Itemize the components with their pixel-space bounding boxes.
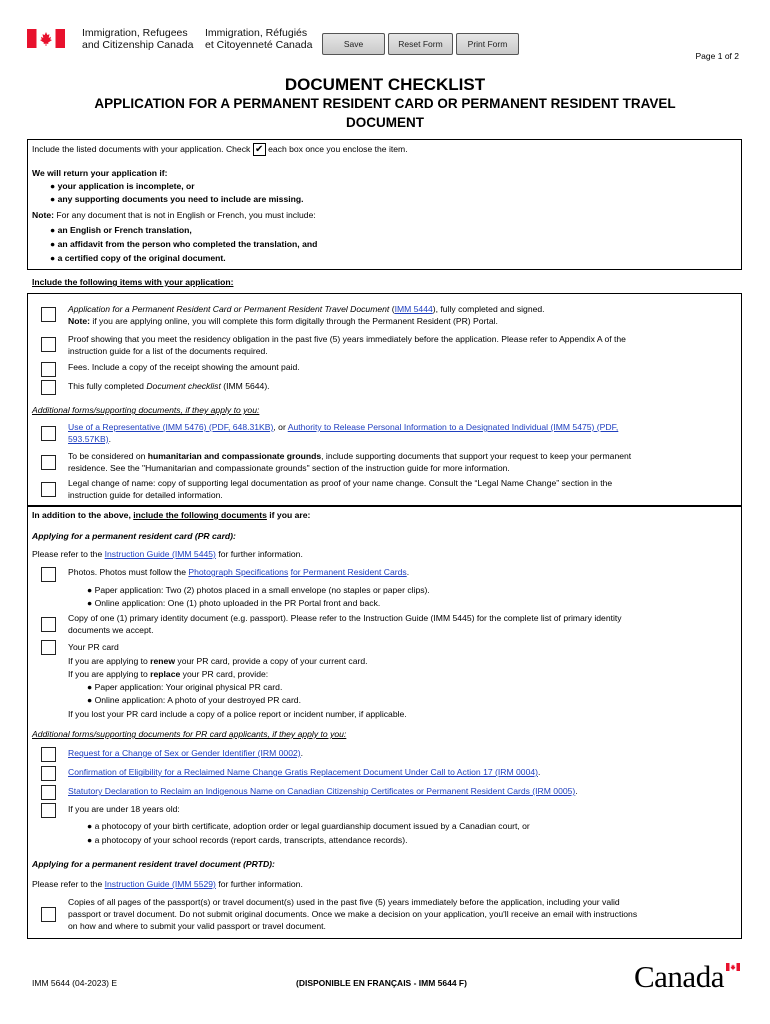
item2-line2: instruction guide for a list of the documents required.	[68, 346, 268, 356]
add1-or: , or	[273, 422, 288, 432]
canada-flag-icon	[27, 29, 65, 48]
note-item-text: a certified copy of the original document.	[57, 253, 226, 263]
reset-form-button[interactable]: Reset Form	[388, 33, 453, 55]
lost-line: If you lost your PR card include a copy of a police report or incident number, if applicable.	[68, 709, 407, 719]
check-icon: ✔	[253, 143, 266, 156]
s2-heading-b: if you are:	[266, 510, 311, 520]
s2-heading-a: In addition to the above,	[32, 510, 134, 520]
section1-heading: Include the following items with your application:	[32, 277, 234, 287]
photos-a: Photos. Photos must follow the	[68, 567, 189, 577]
photo-bullet: ● Paper application: Two (2) photos placed in a small envelope (no staples or paper clips).	[87, 585, 430, 595]
item1-rest: ), fully completed and signed.	[432, 304, 545, 314]
add2-a: To be considered on	[68, 451, 148, 461]
add1-line2	[68, 433, 111, 446]
return-item: ● any supporting documents you need to include are missing.	[50, 194, 304, 204]
add2-line2: residence. See the "Humanitarian and compassionate grounds" section of the instruction guide for more information.	[68, 463, 510, 473]
add2-b: , include supporting documents that support your request to keep your permanent	[321, 451, 632, 461]
imm5476-link[interactable]: Use of a Representative (IMM 5476) (PDF, 648.31KB)	[68, 422, 274, 432]
checkbox-representative[interactable]	[41, 426, 56, 441]
print-form-button[interactable]: Print Form	[456, 33, 519, 55]
imm5475-link[interactable]: Authority to Release Personal Information to a Designated Individual (IMM 5475) (PDF,	[287, 422, 619, 432]
prtd-line3: on how and where to submit your valid passport or travel document.	[68, 921, 326, 931]
photo-bullet-text: Paper application: Two (2) photos placed in a small envelope (no staples or paper clips).	[94, 585, 430, 595]
canada-wordmark: Canada	[634, 959, 724, 994]
pr-add2: Confirmation of Eligibility for a Reclaimed Name Change Gratis Replacement Document Under Call to Action 17 (IRM 0004).	[68, 767, 541, 777]
checkbox-irm0002[interactable]	[41, 747, 56, 762]
checkbox-humanitarian[interactable]	[41, 455, 56, 470]
pr-card-heading: Applying for a permanent resident card (PR card):	[32, 531, 236, 541]
replace-a: If you are applying to	[68, 669, 151, 679]
prtd-refer-b: for further information.	[215, 879, 303, 889]
renew-line	[68, 655, 368, 668]
dept-fr-line1: Immigration, Réfugiés	[205, 27, 308, 39]
checkbox-fees[interactable]	[41, 362, 56, 377]
form-id: IMM 5644 (04-2023) E	[32, 978, 118, 988]
note-item-text: an English or French translation,	[57, 225, 192, 235]
item1-note	[68, 315, 498, 328]
pr-add3: Statutory Declaration to Reclaim an Indigenous Name on Canadian Citizenship Certificates or Permanent Resident Cards (IRM 0005).	[68, 786, 578, 796]
replace-bullet-text: Online application: A photo of your destroyed PR card.	[94, 695, 301, 705]
under18-bullet: ● a photocopy of your birth certificate, adoption order or legal guardianship document issued by a Canadian court, or	[87, 821, 530, 831]
prtd-heading: Applying for a permanent resident travel document (PRTD):	[32, 859, 275, 869]
replace-bullet: ● Online application: A photo of your destroyed PR card.	[87, 695, 301, 705]
checkbox-identity-document[interactable]	[41, 617, 56, 632]
s2-heading-u: include the following documents	[133, 510, 267, 520]
intro-text-a: Include the listed documents with your application. Check	[32, 144, 251, 154]
prtd-refer-a: Please refer to the	[32, 879, 105, 889]
checkbox-application-form[interactable]	[41, 307, 56, 322]
item1-italic: Application for a Permanent Resident Card or Permanent Resident Travel Document	[68, 304, 390, 314]
item4	[68, 380, 270, 393]
replace-bullet: ● Paper application: Your original physical PR card.	[87, 682, 283, 692]
add1-end: .	[108, 434, 112, 444]
note-text: For any document that is not in English or French, you must include:	[56, 210, 316, 220]
add3-line1: Legal change of name: copy of supporting legal documentation as proof of your name change. Consult the “Legal Name Change” section in the	[68, 478, 613, 488]
id-line2: documents we accept.	[68, 625, 154, 635]
renew-a: If you are applying to	[68, 656, 151, 666]
irm0005-link[interactable]: Statutory Declaration to Reclaim an Indigenous Name on Canadian Citizenship Certificates or Permanent Resident Cards (IRM 0005)	[68, 786, 576, 796]
renew-b: renew	[150, 656, 176, 666]
dept-en-line1: Immigration, Refugees	[82, 27, 188, 39]
pr-refer-a: Please refer to the	[32, 549, 105, 559]
photo-bullet-text: Online application: One (1) photo uploaded in the PR Portal front and back.	[94, 598, 381, 608]
replace-line	[68, 668, 268, 681]
additional-heading: Additional forms/supporting documents, if they apply to you:	[32, 405, 260, 415]
department-name-en	[82, 27, 194, 51]
pr-refer	[32, 548, 303, 561]
item4-b: (IMM 5644).	[220, 381, 270, 391]
imm5445-link[interactable]: Instruction Guide (IMM 5445)	[104, 549, 216, 559]
imm5529-link[interactable]: Instruction Guide (IMM 5529)	[104, 879, 216, 889]
imm5475-link-cont[interactable]: 593.57KB)	[68, 434, 109, 444]
page-title: DOCUMENT CHECKLIST	[284, 75, 486, 94]
dept-en-line2: and Citizenship Canada	[82, 39, 194, 51]
imm5444-link[interactable]: IMM 5444	[394, 304, 433, 314]
note-item: ● an affidavit from the person who completed the translation, and	[50, 239, 318, 249]
irm0002-link[interactable]: Request for a Change of Sex or Gender Identifier (IRM 0002)	[68, 748, 301, 758]
section2-heading	[32, 509, 310, 522]
wordmark-flag-icon	[726, 963, 740, 971]
return-item-text: your application is incomplete, or	[57, 181, 195, 191]
replace-b: replace	[150, 669, 181, 679]
item-application-form	[68, 303, 545, 316]
checkbox-document-checklist[interactable]	[41, 380, 56, 395]
irm0004-link[interactable]: Confirmation of Eligibility for a Reclaimed Name Change Gratis Replacement Document Under Call to Action 17 (IRM 0004)	[68, 767, 538, 777]
page-subtitle-line2: DOCUMENT	[346, 115, 424, 130]
photo-spec-link[interactable]: Photograph Specifications	[188, 567, 289, 577]
item4-a: This fully completed	[68, 381, 147, 391]
id-line1: Copy of one (1) primary identity document (e.g. passport). Please refer to the Instruction Guide (IMM 5445) for the complete list of primary identity	[68, 613, 622, 623]
under18-bullet-text: a photocopy of your birth certificate, adoption order or legal guardianship document issued by a Canadian court, or	[94, 821, 530, 831]
under18-line: If you are under 18 years old:	[68, 804, 180, 814]
note	[32, 209, 316, 222]
note-label: Note:	[32, 210, 54, 220]
replace-c: your PR card, provide:	[180, 669, 269, 679]
item2-line1: Proof showing that you meet the residency obligation in the past five (5) years immediately before the application. Please refer to Appendix A of the	[68, 334, 626, 344]
item1-paren: (	[389, 304, 395, 314]
page-subtitle-line1: APPLICATION FOR A PERMANENT RESIDENT CARD OR PERMANENT RESIDENT TRAVEL	[94, 96, 676, 111]
prcard-title: Your PR card	[68, 642, 119, 652]
pr-cards-link[interactable]: for Permanent Resident Cards	[290, 567, 407, 577]
checkbox-passport-copies[interactable]	[41, 907, 56, 922]
pr-additional-heading: Additional forms/supporting documents for PR card applicants, if they apply to you:	[32, 729, 347, 739]
add2-bold: humanitarian and compassionate grounds	[147, 451, 322, 461]
checkbox-name-change[interactable]	[41, 482, 56, 497]
intro-instruction	[32, 143, 408, 156]
save-button[interactable]: Save	[322, 33, 385, 55]
prtd-refer	[32, 878, 303, 891]
add1-line1	[68, 421, 618, 434]
checkbox-irm0005[interactable]	[41, 785, 56, 800]
note-item-text: an affidavit from the person who completed the translation, and	[57, 239, 318, 249]
item1-note-text: if you are applying online, you will complete this form digitally through the Permanent Resident (PR) Portal.	[92, 316, 498, 326]
pr-refer-b: for further information.	[215, 549, 303, 559]
return-item: ● your application is incomplete, or	[50, 181, 195, 191]
pr-add1: Request for a Change of Sex or Gender Identifier (IRM 0002).	[68, 748, 304, 758]
item3-fees: Fees. Include a copy of the receipt showing the amount paid.	[68, 362, 300, 372]
item4-italic: Document checklist	[146, 381, 221, 391]
item1-note-label: Note:	[68, 316, 90, 326]
french-availability: (DISPONIBLE EN FRANÇAIS - IMM 5644 F)	[296, 978, 467, 988]
add3-line2: instruction guide for detailed information.	[68, 490, 223, 500]
photo-bullet: ● Online application: One (1) photo uploaded in the PR Portal front and back.	[87, 598, 381, 608]
renew-c: your PR card, provide a copy of your current card.	[175, 656, 368, 666]
photos-end: .	[406, 567, 410, 577]
intro-text-b: each box once you enclose the item.	[268, 144, 408, 154]
return-heading: We will return your application if:	[32, 168, 168, 178]
prtd-line1: Copies of all pages of the passport(s) or travel document(s) used in the past five (5) years immediately before the application, including your valid	[68, 897, 620, 907]
department-name-fr	[205, 27, 312, 51]
return-item-text: any supporting documents you need to include are missing.	[57, 194, 304, 204]
photos-line	[68, 566, 409, 579]
checkbox-irm0004[interactable]	[41, 766, 56, 781]
checkbox-photos[interactable]	[41, 567, 56, 582]
page-indicator: Page 1 of 2	[695, 51, 739, 61]
dept-fr-line2: et Citoyenneté Canada	[205, 39, 313, 51]
note-item: ● a certified copy of the original document.	[50, 253, 226, 263]
under18-bullet-text: a photocopy of your school records (report cards, transcripts, attendance records).	[94, 835, 408, 845]
checkbox-residency-proof[interactable]	[41, 337, 56, 352]
replace-bullet-text: Paper application: Your original physical PR card.	[94, 682, 283, 692]
under18-bullet: ● a photocopy of your school records (report cards, transcripts, attendance records).	[87, 835, 408, 845]
note-item: ● an English or French translation,	[50, 225, 192, 235]
prtd-line2: passport or travel document. Do not submit original documents. Once we make a decision on your application, you'll receive an email with instructions	[68, 909, 638, 919]
add2-line1	[68, 450, 631, 463]
checkbox-pr-card[interactable]	[41, 640, 56, 655]
checkbox-under-18[interactable]	[41, 803, 56, 818]
